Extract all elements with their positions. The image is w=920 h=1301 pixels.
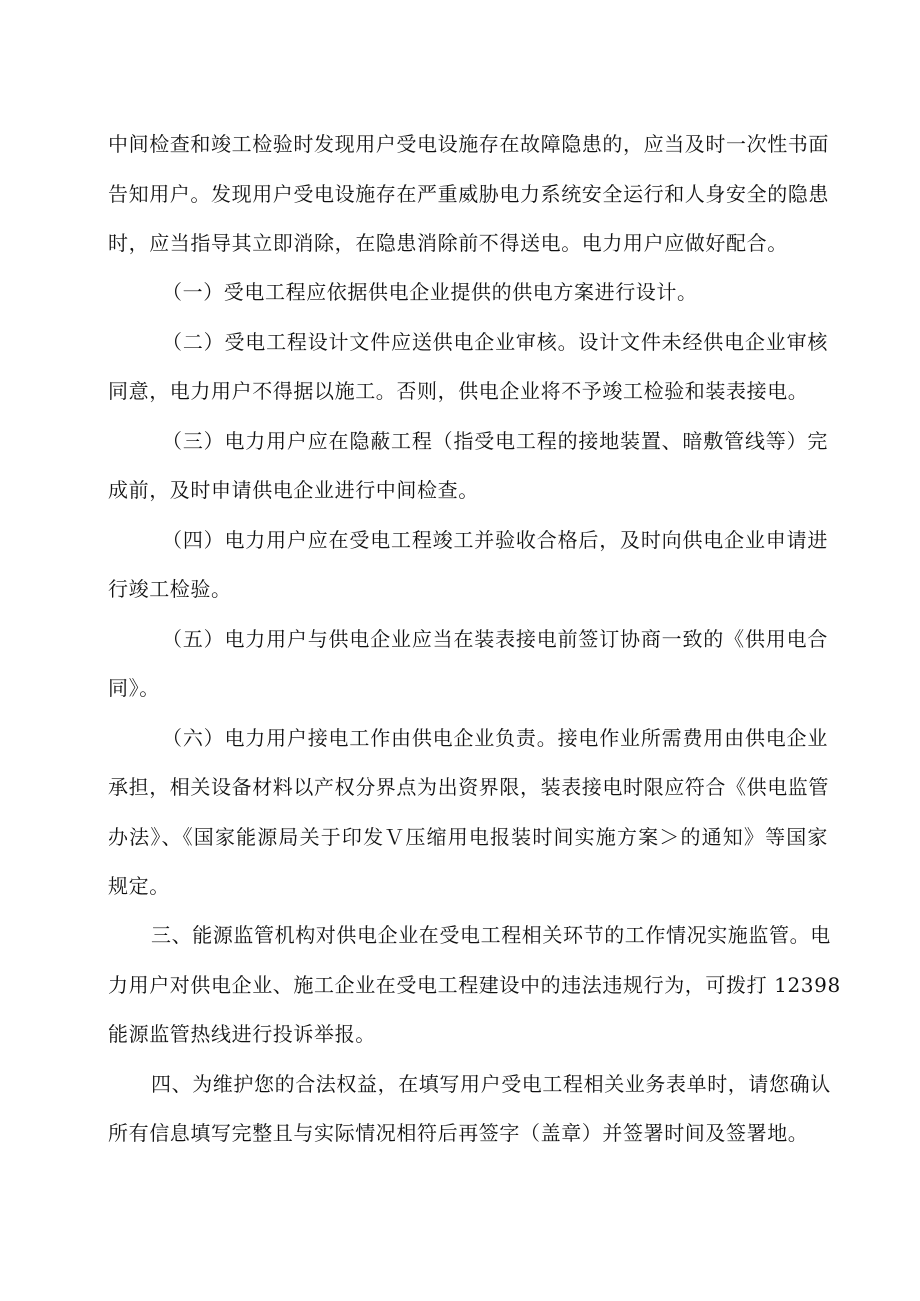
list-item-line: 办法》、《国家能源局关于印发Ｖ压缩用电报装时间实施方案＞的通知》等国家 (108, 825, 828, 849)
list-item-line: （二）受电工程设计文件应送供电企业审核。设计文件未经供电企业审核 (162, 330, 828, 354)
section-line: 四、为维护您的合法权益，在填写用户受电工程相关业务表单时，请您确认 (151, 1072, 831, 1096)
list-item-line: （六）电力用户接电工作由供电企业负责。接电作业所需费用由供电企业 (162, 726, 828, 750)
list-item-line: 同》。 (108, 676, 160, 700)
section-line: 力用户对供电企业、施工企业在受电工程建设中的违法违规行为，可拨打 12398 (108, 973, 841, 997)
section-line: 所有信息填写完整且与实际情况相符后再签字（盖章）并签署时间及签署地。 (108, 1121, 809, 1145)
paragraph-line: 中间检查和竣工检验时发现用户受电设施存在故障隐患的，应当及时一次性书面 (108, 132, 829, 156)
list-item-line: 承担，相关设备材料以产权分界点为出资界限，装表接电时限应符合《供电监管 (108, 775, 829, 799)
list-item-line: 行竣工检验。 (108, 577, 232, 601)
list-item-line: 成前，及时申请供电企业进行中间检查。 (108, 478, 479, 502)
section-line: 能源监管热线进行投诉举报。 (108, 1022, 376, 1046)
list-item-line: （四）电力用户应在受电工程竣工并验收合格后，及时向供电企业申请进 (162, 528, 828, 552)
paragraph-line: 告知用户。发现用户受电设施存在严重威胁电力系统安全运行和人身安全的隐患 (108, 182, 829, 206)
list-item-line: 规定。 (108, 874, 170, 898)
section-line: 三、能源监管机构对供电企业在受电工程相关环节的工作情况实施监管。电 (151, 923, 831, 947)
list-item-line: （五）电力用户与供电企业应当在装表接电前签订协商一致的《供用电合 (162, 627, 828, 651)
list-item-line: 同意，电力用户不得据以施工。否则，供电企业将不予竣工检验和装表接电。 (108, 379, 809, 403)
list-item-line: （三）电力用户应在隐蔽工程（指受电工程的接地装置、暗敷管线等）完 (162, 429, 828, 453)
paragraph-line: 时，应当指导其立即消除，在隐患消除前不得送电。电力用户应做好配合。 (108, 231, 788, 255)
list-item-line: （一）受电工程应依据供电企业提供的供电方案进行设计。 (162, 280, 698, 304)
